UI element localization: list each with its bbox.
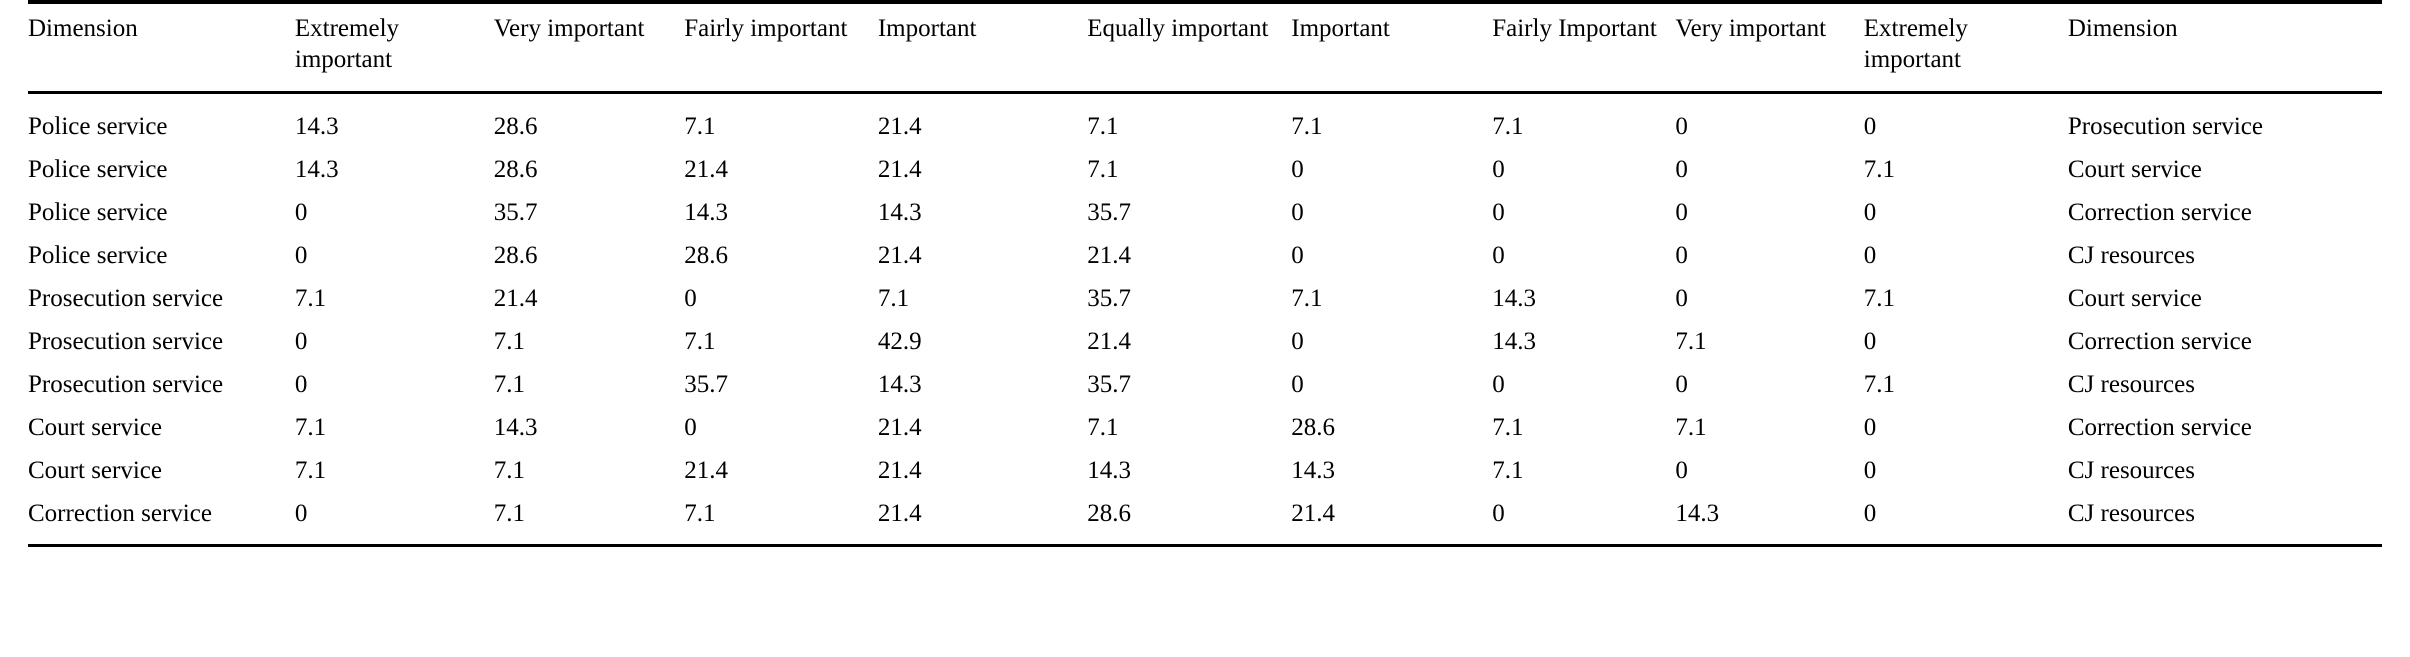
cell-dimension-right: CJ resources xyxy=(2067,242,2195,269)
table-row xyxy=(28,234,2382,277)
cell-dimension-right: Correction service xyxy=(2067,199,2252,226)
cell-value: 14.3 xyxy=(294,113,339,140)
cell-value: 0 xyxy=(1675,199,1688,226)
cell-value: 7.1 xyxy=(684,113,716,140)
cell-value: 0 xyxy=(1863,199,1877,226)
cell-value: 0 xyxy=(1291,156,1304,183)
cell-value: 0 xyxy=(684,285,697,312)
cell-value: 0 xyxy=(1492,156,1505,183)
cell-value: 7.1 xyxy=(493,371,525,398)
cell-value: 21.4 xyxy=(878,492,1087,546)
cell-value: 7.1 xyxy=(684,328,716,355)
table-row xyxy=(28,492,2382,546)
cell-value: 0 xyxy=(1492,371,1505,398)
cell-value: 7.1 xyxy=(1863,156,1896,183)
cell-value: 7.1 xyxy=(1291,285,1323,312)
column-header-label: Dimension xyxy=(28,15,138,42)
cell-value: 0 xyxy=(1863,242,1877,269)
cell-value: 0 xyxy=(1675,242,1688,269)
cell-dimension-left: Correction service xyxy=(28,492,295,546)
cell-dimension-right: Correction service xyxy=(2067,328,2252,355)
cell-value: 0 xyxy=(1863,113,1877,140)
cell-value: 0 xyxy=(1863,328,1877,355)
cell-value: 7.1 xyxy=(1492,113,1524,140)
table-row xyxy=(28,320,2382,363)
cell-value: 7.1 xyxy=(1087,113,1119,140)
column-header-very-important-left xyxy=(494,2,684,93)
cell-dimension-left: Prosecution service xyxy=(28,285,224,312)
table-body xyxy=(28,93,2382,546)
cell-value: 7.1 xyxy=(1863,371,1896,398)
comparison-matrix-table xyxy=(28,0,2382,547)
cell-dimension-left: Police service xyxy=(28,242,168,269)
cell-value: 28.6 xyxy=(1291,414,1336,441)
cell-value: 21.4 xyxy=(877,242,922,269)
cell-value: 28.6 xyxy=(493,242,538,269)
column-header-fairly-important-left xyxy=(684,2,878,93)
cell-value: 0 xyxy=(295,492,494,546)
cell-value: 7.1 xyxy=(1291,113,1323,140)
cell-value: 7.1 xyxy=(1492,414,1524,441)
column-header-label: Dimension xyxy=(2067,15,2178,42)
cell-value: 21.4 xyxy=(877,156,922,183)
cell-value: 7.1 xyxy=(1675,328,1707,355)
cell-value: 0 xyxy=(1492,199,1505,226)
column-header-label: Equally important xyxy=(1087,15,1269,42)
cell-value: 7.1 xyxy=(1492,457,1524,484)
cell-value: 14.3 xyxy=(877,371,922,398)
cell-value: 0 xyxy=(294,328,308,355)
table-row xyxy=(28,449,2382,492)
column-header-label: Extremely important xyxy=(1863,15,1968,73)
cell-dimension-right: Court service xyxy=(2067,285,2202,312)
cell-value: 35.7 xyxy=(1087,371,1131,398)
cell-value: 0 xyxy=(684,414,697,441)
cell-value: 7.1 xyxy=(684,492,878,546)
table-row xyxy=(28,406,2382,449)
cell-value: 28.6 xyxy=(1087,492,1291,546)
cell-value: 7.1 xyxy=(1087,414,1119,441)
cell-value: 35.7 xyxy=(1087,199,1131,226)
cell-value: 7.1 xyxy=(493,457,525,484)
cell-value: 14.3 xyxy=(1492,328,1536,355)
cell-value: 0 xyxy=(1863,414,1877,441)
cell-value: 7.1 xyxy=(294,414,327,441)
cell-value: 21.4 xyxy=(877,113,922,140)
cell-value: 14.3 xyxy=(1087,457,1131,484)
cell-dimension-right: CJ resources xyxy=(2067,371,2195,398)
cell-value: 7.1 xyxy=(1863,285,1896,312)
column-header-label: Very important xyxy=(1675,15,1827,42)
cell-value: 0 xyxy=(1675,113,1688,140)
table-row xyxy=(28,148,2382,191)
cell-dimension-left: Prosecution service xyxy=(28,328,224,355)
table-header xyxy=(28,2,2382,93)
cell-value: 21.4 xyxy=(877,457,922,484)
cell-value: 21.4 xyxy=(877,414,922,441)
cell-dimension-right: Prosecution service xyxy=(2067,113,2263,140)
column-header-label: Extremely important xyxy=(294,15,400,73)
column-header-extremely-important-left xyxy=(295,2,494,93)
cell-value: 0 xyxy=(1675,285,1688,312)
column-header-dimension-left xyxy=(28,2,295,93)
table-row xyxy=(28,363,2382,406)
column-header-equally-important xyxy=(1087,2,1291,93)
cell-dimension-right: Correction service xyxy=(2067,414,2252,441)
cell-dimension-left: Court service xyxy=(28,457,162,484)
cell-value: 0 xyxy=(1675,156,1688,183)
table-row xyxy=(28,191,2382,234)
cell-value: 21.4 xyxy=(493,285,538,312)
cell-value: 21.4 xyxy=(1087,242,1131,269)
cell-value: 28.6 xyxy=(493,113,538,140)
table-row xyxy=(28,93,2382,149)
column-header-fairly-important-right xyxy=(1492,2,1675,93)
column-header-dimension-right xyxy=(2068,2,2382,93)
cell-dimension-left: Police service xyxy=(28,156,168,183)
cell-value: 0 xyxy=(1864,492,2068,546)
cell-value: 7.1 xyxy=(294,285,327,312)
cell-value: 0 xyxy=(1291,328,1304,355)
cell-value: 0 xyxy=(1492,242,1505,269)
cell-value: 35.7 xyxy=(1087,285,1131,312)
cell-value: 7.1 xyxy=(877,285,910,312)
cell-value: 14.3 xyxy=(684,199,728,226)
cell-dimension-left: Court service xyxy=(28,414,162,441)
column-header-label: Important xyxy=(1291,15,1390,42)
cell-dimension-left: Police service xyxy=(28,199,168,226)
cell-value: 28.6 xyxy=(493,156,538,183)
cell-value: 7.1 xyxy=(1675,414,1707,441)
column-header-important-left xyxy=(878,2,1087,93)
cell-value: 21.4 xyxy=(684,457,728,484)
cell-dimension-left: Prosecution service xyxy=(28,371,224,398)
cell-value: 7.1 xyxy=(493,328,525,355)
cell-value: 21.4 xyxy=(1291,492,1492,546)
cell-value: 0 xyxy=(1492,492,1675,546)
column-header-label: Very important xyxy=(493,15,645,42)
column-header-label: Fairly Important xyxy=(1492,15,1657,42)
cell-value: 14.3 xyxy=(1492,285,1536,312)
cell-value: 0 xyxy=(1675,371,1688,398)
column-header-important-right xyxy=(1291,2,1492,93)
cell-value: 0 xyxy=(1675,457,1688,484)
cell-value: 0 xyxy=(1291,371,1304,398)
cell-dimension-right: CJ resources xyxy=(2067,457,2195,484)
cell-value: 7.1 xyxy=(294,457,327,484)
column-header-very-important-right xyxy=(1675,2,1863,93)
cell-value: 35.7 xyxy=(684,371,728,398)
cell-value: 0 xyxy=(1291,199,1304,226)
column-header-label: Important xyxy=(877,15,977,42)
cell-value: 28.6 xyxy=(684,242,728,269)
cell-value: 0 xyxy=(1291,242,1304,269)
cell-value: 7.1 xyxy=(1087,156,1119,183)
cell-value: 14.3 xyxy=(1675,492,1863,546)
table-header-row xyxy=(28,2,2382,93)
cell-value: 7.1 xyxy=(494,492,684,546)
cell-value: 14.3 xyxy=(877,199,922,226)
cell-value: 21.4 xyxy=(1087,328,1131,355)
column-header-label: Fairly important xyxy=(684,15,848,42)
cell-value: 0 xyxy=(1863,457,1877,484)
cell-value: 0 xyxy=(294,199,308,226)
column-header-extremely-important-right xyxy=(1864,2,2068,93)
cell-dimension-right: CJ resources xyxy=(2068,492,2382,546)
cell-value: 21.4 xyxy=(684,156,728,183)
table-row xyxy=(28,277,2382,320)
cell-value: 0 xyxy=(294,242,308,269)
cell-value: 14.3 xyxy=(294,156,339,183)
cell-value: 35.7 xyxy=(493,199,538,226)
cell-value: 0 xyxy=(294,371,308,398)
cell-value: 14.3 xyxy=(493,414,538,441)
cell-value: 14.3 xyxy=(1291,457,1336,484)
cell-dimension-left: Police service xyxy=(28,113,168,140)
cell-dimension-right: Court service xyxy=(2067,156,2202,183)
cell-value: 42.9 xyxy=(877,328,922,355)
